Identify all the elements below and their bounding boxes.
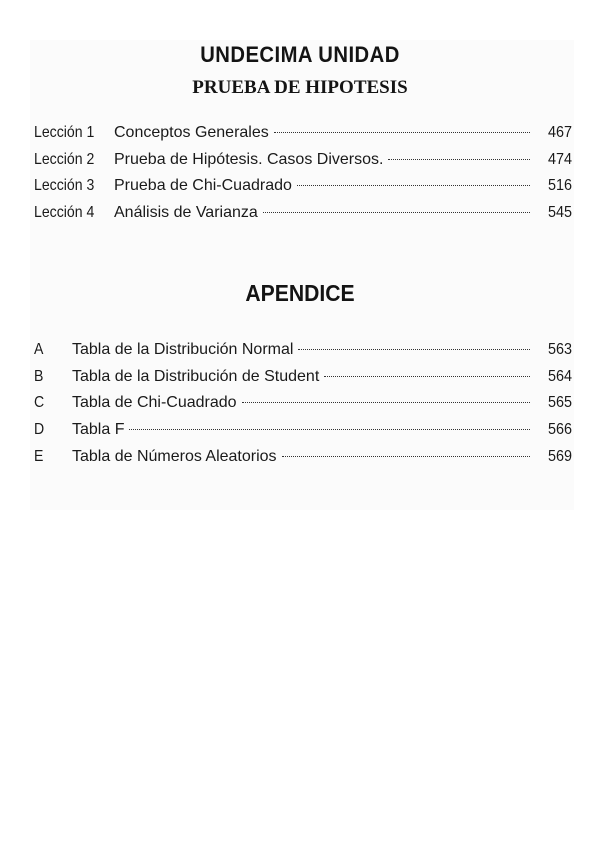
toc-entry-leccion-4[interactable] (34, 204, 572, 231)
toc-entry-leccion-3[interactable] (34, 177, 572, 204)
entry-label: E (34, 447, 44, 465)
entry-label: Lección 3 (34, 177, 95, 194)
dot-leader (324, 376, 530, 377)
dot-leader (297, 185, 530, 186)
entry-title: Prueba de Hipótesis. Casos Diversos. (114, 150, 384, 168)
unit-subtitle: PRUEBA DE HIPOTESIS (192, 77, 408, 98)
entry-label: Lección 2 (34, 150, 95, 168)
toc-entry-appendix-b[interactable] (34, 368, 572, 395)
dot-leader (298, 349, 530, 350)
entry-page-number: 569 (547, 447, 572, 465)
appendix-title: APENDICE (245, 280, 355, 306)
entry-page-number: 516 (547, 177, 572, 194)
dot-leader (388, 159, 530, 160)
entry-label: Lección 4 (34, 203, 95, 221)
lesson-list (34, 124, 572, 230)
dot-leader (263, 212, 530, 213)
entry-title: Prueba de Chi-Cuadrado (114, 177, 292, 194)
entry-page-number: 545 (547, 203, 572, 221)
entry-title: Tabla de Números Aleatorios (72, 447, 277, 465)
entry-label: A (34, 341, 44, 358)
dot-leader (282, 456, 530, 457)
entry-page-number: 467 (547, 124, 572, 141)
toc-entry-appendix-a[interactable] (34, 341, 572, 368)
entry-title: Tabla F (72, 421, 125, 439)
toc-entry-leccion-2[interactable] (34, 151, 572, 178)
entry-page-number: 566 (547, 421, 572, 439)
toc-entry-leccion-1[interactable] (34, 124, 572, 151)
dot-leader (129, 429, 530, 430)
entry-label: Lección 1 (34, 124, 95, 141)
toc-entry-appendix-d[interactable] (34, 421, 572, 448)
entry-title: Tabla de Chi-Cuadrado (72, 394, 237, 412)
entry-title: Tabla de la Distribución Normal (72, 341, 294, 358)
appendix-list (34, 341, 572, 474)
toc-entry-appendix-c[interactable] (34, 394, 572, 421)
entry-title: Conceptos Generales (114, 124, 269, 141)
entry-page-number: 565 (547, 394, 572, 412)
entry-title: Análisis de Varianza (114, 203, 258, 221)
entry-label: C (34, 394, 45, 412)
entry-label: D (34, 421, 45, 439)
toc-entry-appendix-e[interactable] (34, 448, 572, 475)
dot-leader (274, 132, 530, 133)
entry-page-number: 474 (547, 150, 572, 168)
dot-leader (242, 402, 530, 403)
entry-label: B (34, 367, 44, 385)
entry-page-number: 563 (547, 341, 572, 358)
entry-title: Tabla de la Distribución de Student (72, 367, 320, 385)
unit-title: UNDECIMA UNIDAD (200, 42, 400, 67)
entry-page-number: 564 (547, 367, 572, 385)
